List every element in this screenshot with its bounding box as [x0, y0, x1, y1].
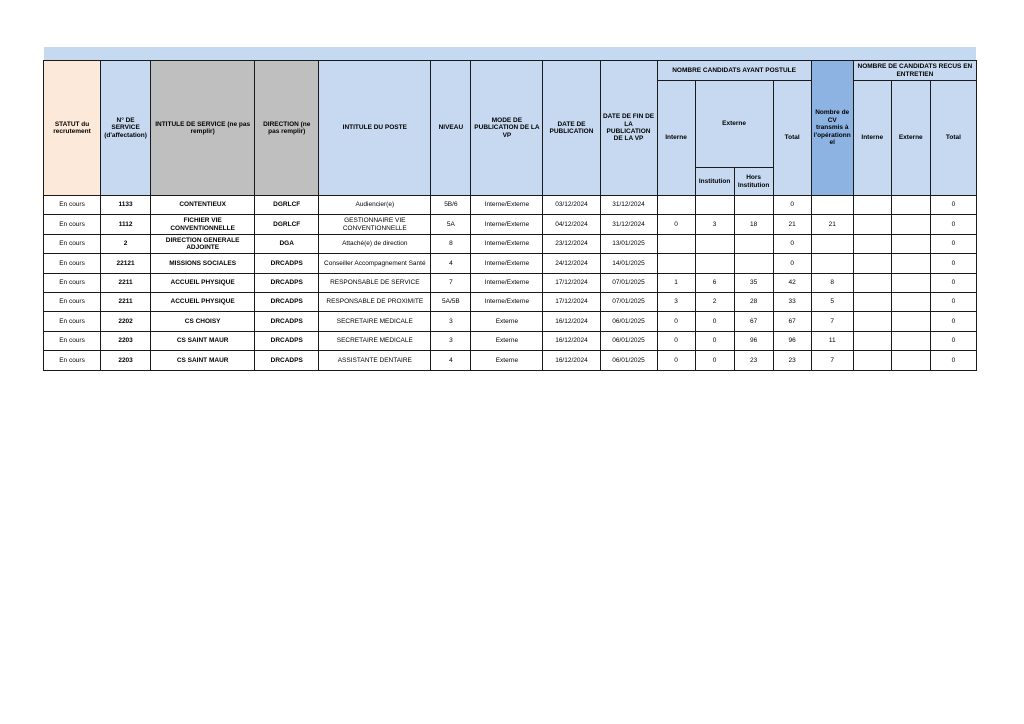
- cell-niveau: 3: [431, 312, 471, 331]
- header-group-candidats: NOMBRE CANDIDATS AYANT POSTULE: [657, 61, 811, 81]
- cell-num-service: 2: [101, 234, 151, 253]
- cell-mode-publication: Interne/Externe: [471, 215, 543, 234]
- cell-entretien-externe: [891, 254, 930, 273]
- cell-cv-transmis: 8: [811, 273, 853, 292]
- cell-intitule-poste: ASSISTANTE DENTAIRE: [319, 351, 431, 370]
- cell-statut: En cours: [44, 234, 101, 253]
- cell-total: 23: [773, 351, 811, 370]
- cell-niveau: 3: [431, 331, 471, 350]
- cell-intitule-poste: Conseiller Accompagnement Santé: [319, 254, 431, 273]
- header-date-publication: DATE DE PUBLICATION: [543, 61, 600, 196]
- cell-hors-institution: 67: [734, 312, 773, 331]
- cell-total: 0: [773, 196, 811, 215]
- cell-entretien-total: 0: [930, 215, 976, 234]
- cell-institution: 0: [695, 331, 734, 350]
- cell-intitule-service: FICHIER VIE CONVENTIONNELLE: [151, 215, 255, 234]
- cell-entretien-total: 0: [930, 273, 976, 292]
- cell-interne: 3: [657, 292, 695, 311]
- cell-date-publication: 17/12/2024: [543, 273, 600, 292]
- table-row: [44, 273, 977, 292]
- cell-entretien-interne: [853, 254, 891, 273]
- cell-interne: 0: [657, 351, 695, 370]
- cell-total: 33: [773, 292, 811, 311]
- cell-total: 21: [773, 215, 811, 234]
- cell-entretien-interne: [853, 351, 891, 370]
- header-hors-institution: Hors Institution: [734, 168, 773, 196]
- cell-niveau: 7: [431, 273, 471, 292]
- cell-direction: DRCADPS: [255, 351, 319, 370]
- cell-institution: 2: [695, 292, 734, 311]
- cell-date-publication: 17/12/2024: [543, 292, 600, 311]
- cell-date-fin: 14/01/2025: [600, 254, 657, 273]
- cell-interne: 0: [657, 312, 695, 331]
- cell-intitule-poste: RESPONSABLE DE PROXIMITE: [319, 292, 431, 311]
- cell-date-fin: 31/12/2024: [600, 215, 657, 234]
- table-row: [44, 331, 977, 350]
- table-row: [44, 234, 977, 253]
- cell-entretien-externe: [891, 215, 930, 234]
- cell-entretien-interne: [853, 273, 891, 292]
- cell-institution: 0: [695, 312, 734, 331]
- cell-institution: [695, 234, 734, 253]
- header-direction: DIRECTION (ne pas remplir): [255, 61, 319, 196]
- header-interne: Interne: [657, 81, 695, 196]
- cell-direction: DRCADPS: [255, 273, 319, 292]
- header-cv-transmis: Nombre de CV transmis à l'opérationn el: [811, 61, 853, 196]
- cell-date-publication: 04/12/2024: [543, 215, 600, 234]
- cell-entretien-total: 0: [930, 351, 976, 370]
- cell-entretien-interne: [853, 234, 891, 253]
- header-group-entretien: NOMBRE DE CANDIDATS RECUS EN ENTRETIEN: [853, 61, 976, 81]
- cell-total: 0: [773, 234, 811, 253]
- cell-intitule-service: ACCUEIL PHYSIQUE: [151, 292, 255, 311]
- cell-total: 42: [773, 273, 811, 292]
- cell-institution: 0: [695, 351, 734, 370]
- cell-date-publication: 23/12/2024: [543, 234, 600, 253]
- header-entretien-interne: Interne: [853, 81, 891, 196]
- cell-num-service: 2211: [101, 292, 151, 311]
- cell-intitule-service: CONTENTIEUX: [151, 196, 255, 215]
- header-num-service: N° DE SERVICE (d'affectation): [101, 61, 151, 196]
- cell-mode-publication: Interne/Externe: [471, 273, 543, 292]
- cell-entretien-total: 0: [930, 196, 976, 215]
- cell-statut: En cours: [44, 292, 101, 311]
- cell-date-fin: 07/01/2025: [600, 273, 657, 292]
- cell-mode-publication: Interne/Externe: [471, 292, 543, 311]
- cell-entretien-interne: [853, 196, 891, 215]
- header-externe: Externe: [695, 81, 773, 168]
- cell-statut: En cours: [44, 254, 101, 273]
- cell-institution: [695, 254, 734, 273]
- header-intitule-poste: INTITULE DU POSTE: [319, 61, 431, 196]
- cell-date-fin: 07/01/2025: [600, 292, 657, 311]
- table-row: [44, 351, 977, 370]
- cell-date-publication: 16/12/2024: [543, 331, 600, 350]
- cell-mode-publication: Externe: [471, 312, 543, 331]
- recruitment-table: [43, 60, 977, 371]
- cell-hors-institution: 96: [734, 331, 773, 350]
- cell-entretien-externe: [891, 351, 930, 370]
- cell-institution: 3: [695, 215, 734, 234]
- cell-entretien-total: 0: [930, 254, 976, 273]
- cell-direction: DRCADPS: [255, 292, 319, 311]
- cell-date-publication: 03/12/2024: [543, 196, 600, 215]
- cell-date-fin: 13/01/2025: [600, 234, 657, 253]
- cell-cv-transmis: 7: [811, 312, 853, 331]
- cell-date-fin: 31/12/2024: [600, 196, 657, 215]
- cell-statut: En cours: [44, 196, 101, 215]
- table-row: [44, 292, 977, 311]
- cell-intitule-service: CS CHOISY: [151, 312, 255, 331]
- header-institution: Institution: [695, 168, 734, 196]
- cell-num-service: 1133: [101, 196, 151, 215]
- cell-hors-institution: 18: [734, 215, 773, 234]
- cell-mode-publication: Interne/Externe: [471, 234, 543, 253]
- cell-intitule-service: MISSIONS SOCIALES: [151, 254, 255, 273]
- cell-num-service: 22121: [101, 254, 151, 273]
- cell-date-publication: 16/12/2024: [543, 312, 600, 331]
- cell-cv-transmis: 21: [811, 215, 853, 234]
- cell-num-service: 2203: [101, 351, 151, 370]
- cell-statut: En cours: [44, 273, 101, 292]
- cell-entretien-interne: [853, 331, 891, 350]
- cell-institution: [695, 196, 734, 215]
- cell-entretien-externe: [891, 331, 930, 350]
- header-total: Total: [773, 81, 811, 196]
- cell-niveau: 5A/5B: [431, 292, 471, 311]
- cell-statut: En cours: [44, 312, 101, 331]
- header-mode-publication: MODE DE PUBLICATION DE LA VP: [471, 61, 543, 196]
- cell-direction: DRCADPS: [255, 312, 319, 331]
- cell-num-service: 2211: [101, 273, 151, 292]
- table-row: [44, 254, 977, 273]
- cell-statut: En cours: [44, 331, 101, 350]
- cell-cv-transmis: 5: [811, 292, 853, 311]
- cell-hors-institution: 23: [734, 351, 773, 370]
- cell-intitule-poste: SECRETAIRE MEDICALE: [319, 312, 431, 331]
- cell-direction: DRCADPS: [255, 331, 319, 350]
- cell-total: 0: [773, 254, 811, 273]
- cell-cv-transmis: 7: [811, 351, 853, 370]
- cell-interne: [657, 254, 695, 273]
- cell-total: 96: [773, 331, 811, 350]
- cell-date-fin: 06/01/2025: [600, 312, 657, 331]
- cell-intitule-service: CS SAINT MAUR: [151, 351, 255, 370]
- table-row: [44, 196, 977, 215]
- cell-niveau: 5A: [431, 215, 471, 234]
- cell-intitule-poste: GESTIONNAIRE VIE CONVENTIONNELLE: [319, 215, 431, 234]
- cell-statut: En cours: [44, 215, 101, 234]
- cell-intitule-poste: SECRETAIRE MEDICALE: [319, 331, 431, 350]
- header-entretien-externe: Externe: [891, 81, 930, 196]
- cell-intitule-service: DIRECTION GENERALE ADJOINTE: [151, 234, 255, 253]
- cell-intitule-poste: Attaché(e) de direction: [319, 234, 431, 253]
- cell-date-publication: 16/12/2024: [543, 351, 600, 370]
- cell-entretien-interne: [853, 312, 891, 331]
- cell-direction: DGRLCF: [255, 215, 319, 234]
- header-band: [44, 47, 976, 60]
- cell-intitule-service: CS SAINT MAUR: [151, 331, 255, 350]
- cell-direction: DGRLCF: [255, 196, 319, 215]
- cell-entretien-externe: [891, 196, 930, 215]
- cell-num-service: 1112: [101, 215, 151, 234]
- cell-cv-transmis: 11: [811, 331, 853, 350]
- table-row: [44, 312, 977, 331]
- cell-cv-transmis: [811, 254, 853, 273]
- cell-hors-institution: [734, 196, 773, 215]
- cell-niveau: 4: [431, 254, 471, 273]
- cell-interne: 1: [657, 273, 695, 292]
- cell-interne: [657, 234, 695, 253]
- cell-institution: 6: [695, 273, 734, 292]
- header-niveau: NIVEAU: [431, 61, 471, 196]
- cell-num-service: 2202: [101, 312, 151, 331]
- cell-total: 67: [773, 312, 811, 331]
- cell-hors-institution: 35: [734, 273, 773, 292]
- cell-cv-transmis: [811, 196, 853, 215]
- header-date-fin-publication: DATE DE FIN DE LA PUBLICATION DE LA VP: [600, 61, 657, 196]
- cell-mode-publication: Externe: [471, 351, 543, 370]
- cell-direction: DRCADPS: [255, 254, 319, 273]
- cell-entretien-externe: [891, 292, 930, 311]
- cell-intitule-poste: Audiencier(e): [319, 196, 431, 215]
- cell-entretien-externe: [891, 273, 930, 292]
- cell-interne: 0: [657, 215, 695, 234]
- cell-mode-publication: Externe: [471, 331, 543, 350]
- header-intitule-service: INTITULE DE SERVICE (ne pas remplir): [151, 61, 255, 196]
- header-entretien-total: Total: [930, 81, 976, 196]
- cell-cv-transmis: [811, 234, 853, 253]
- cell-entretien-interne: [853, 292, 891, 311]
- cell-entretien-interne: [853, 215, 891, 234]
- cell-num-service: 2203: [101, 331, 151, 350]
- cell-entretien-total: 0: [930, 292, 976, 311]
- cell-hors-institution: [734, 234, 773, 253]
- table-row: [44, 215, 977, 234]
- cell-hors-institution: [734, 254, 773, 273]
- cell-intitule-poste: RESPONSABLE DE SERVICE: [319, 273, 431, 292]
- cell-interne: [657, 196, 695, 215]
- cell-date-fin: 06/01/2025: [600, 351, 657, 370]
- cell-intitule-service: ACCUEIL PHYSIQUE: [151, 273, 255, 292]
- header-statut: STATUT du recrutement: [44, 61, 101, 196]
- cell-niveau: 4: [431, 351, 471, 370]
- cell-mode-publication: Interne/Externe: [471, 196, 543, 215]
- cell-entretien-total: 0: [930, 331, 976, 350]
- cell-date-publication: 24/12/2024: [543, 254, 600, 273]
- cell-statut: En cours: [44, 351, 101, 370]
- cell-hors-institution: 28: [734, 292, 773, 311]
- cell-mode-publication: Interne/Externe: [471, 254, 543, 273]
- cell-date-fin: 06/01/2025: [600, 331, 657, 350]
- cell-entretien-externe: [891, 312, 930, 331]
- cell-niveau: 5B/6: [431, 196, 471, 215]
- cell-entretien-externe: [891, 234, 930, 253]
- cell-interne: 0: [657, 331, 695, 350]
- cell-entretien-total: 0: [930, 234, 976, 253]
- cell-direction: DGA: [255, 234, 319, 253]
- cell-niveau: 8: [431, 234, 471, 253]
- cell-entretien-total: 0: [930, 312, 976, 331]
